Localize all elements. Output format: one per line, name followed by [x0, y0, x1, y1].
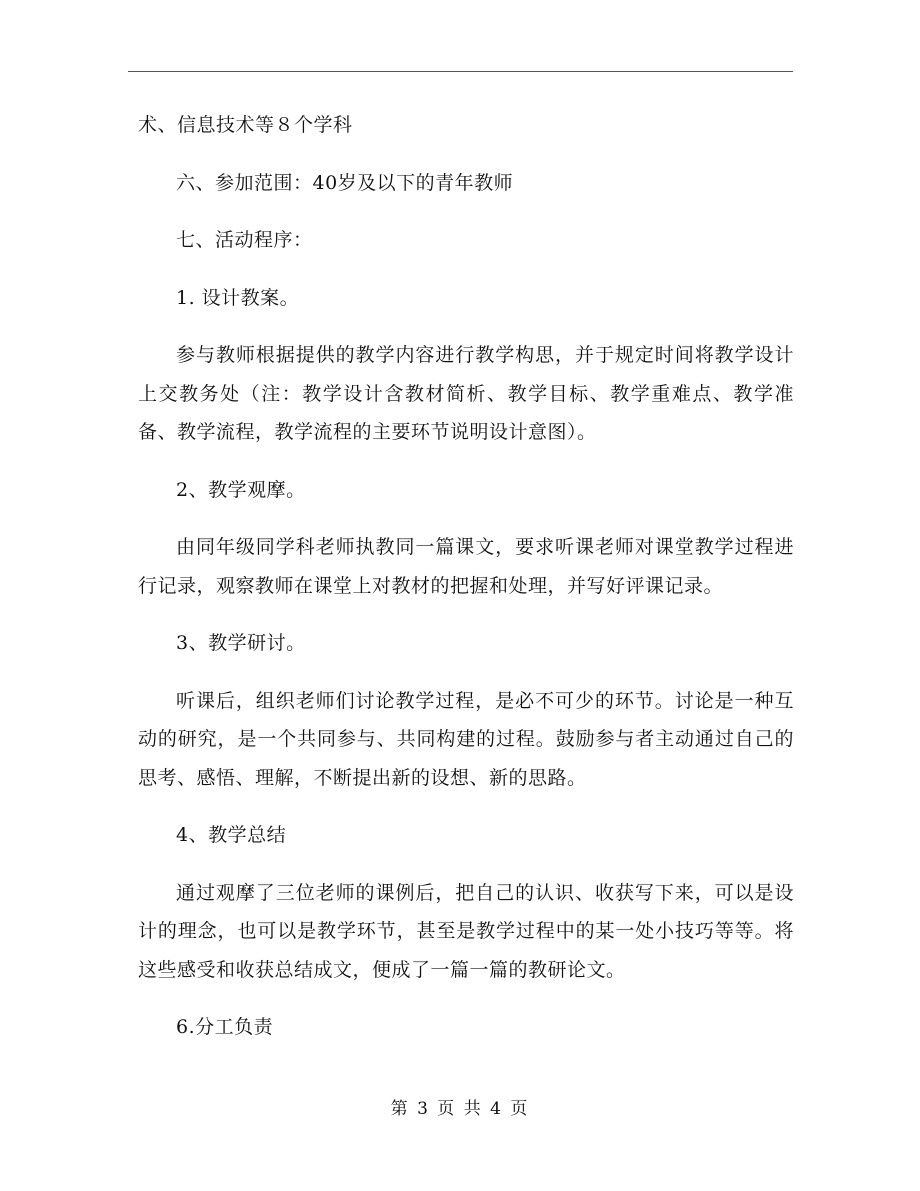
paragraph-section-division: 6.分工负责: [176, 1016, 274, 1038]
paragraph-continuation: 术、信息技术等８个学科: [138, 114, 353, 136]
header-rule: [128, 71, 793, 72]
paragraph-step-1-heading: 1. 设计教案。: [176, 286, 300, 309]
paragraph-step-2-heading: 2、教学观摩。: [176, 478, 306, 501]
paragraph-section-seven: 七、活动程序：: [176, 229, 313, 251]
paragraph-step-4-heading: 4、教学总结: [176, 824, 287, 846]
paragraph-step-3-heading: 3、教学研讨。: [176, 632, 306, 654]
document-body: [138, 106, 794, 1066]
paragraph-step-2-body: 由同年级同学科老师执教同一篇课文，要求听课老师对课堂教学过程进行记录，观察教师在课堂上对教材的把握和处理，并写好评课记录。: [138, 536, 794, 597]
paragraph-step-1-body: 参与教师根据提供的教学内容进行教学构思，并于规定时间将教学设计上交教务处（注：教学设计含教材简析、教学目标、教学重难点、教学准备、教学流程，教学流程的主要环节说明设计意图）。: [138, 344, 794, 443]
page-number-footer: 第 3 页 共 4 页: [390, 1099, 530, 1119]
paragraph-step-4-body: 通过观摩了三位老师的课例后，把自己的认识、收获写下来，可以是设计的理念，也可以是教学环节，甚至是教学过程中的某一处小技巧等等。将这些感受和收获总结成文，便成了一篇一篇的教研论文。: [138, 881, 794, 981]
paragraph-section-six: 六、参加范围：40岁及以下的青年教师: [176, 171, 514, 194]
paragraph-step-3-body: 听课后，组织老师们讨论教学过程，是必不可少的环节。讨论是一种互动的研究，是一个共同参与、共同构建的过程。鼓励参与者主动通过自己的思考、感悟、理解，不断提出新的设想、新的思路。: [138, 689, 794, 789]
